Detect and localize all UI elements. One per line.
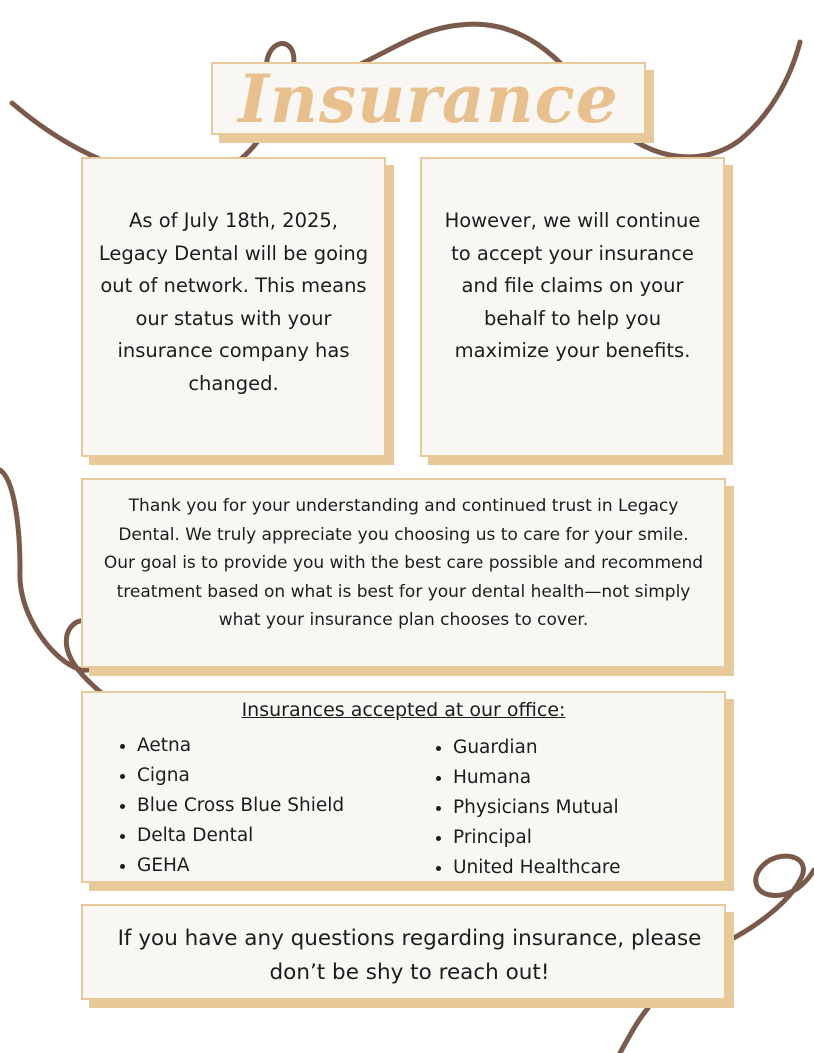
page-title: Insurance [238, 59, 619, 138]
title-banner [211, 59, 646, 138]
bottom-curve [620, 1008, 648, 1053]
list-item: • Humana [453, 763, 621, 793]
list-item: • Aetna [137, 731, 344, 761]
list-item: • Blue Cross Blue Shield [137, 791, 344, 821]
list-item: • Physicians Mutual [453, 793, 621, 823]
accepted-insurances-card [81, 691, 726, 883]
list-item: • Principal [453, 823, 621, 853]
accepted-insurances-heading: Insurances accepted at our office: [241, 699, 566, 721]
list-item: • United Healthcare [453, 853, 621, 883]
list-item: • Cigna [137, 761, 344, 791]
claims-card [420, 157, 725, 457]
list-item: • Delta Dental [137, 821, 344, 851]
insurance-list-column-1 [117, 731, 344, 881]
list-item: • Guardian [453, 733, 621, 763]
questions-card [81, 904, 726, 1000]
thank-you-card [81, 478, 726, 668]
list-item: • GEHA [137, 851, 344, 881]
network-status-card [81, 157, 386, 457]
insurance-list-column-2 [433, 733, 621, 883]
network-status-text: As of July 18th, 2025, Legacy Dental will be going out of network. This means our status with your insurance company has changed. [98, 209, 369, 395]
claims-text: However, we will continue to accept your insurance and file claims on your behalf to help you maximize your benefits. [444, 209, 701, 362]
thank-you-text: Thank you for your understanding and continued trust in Legacy Dental. We truly appreciate you choosing us to care for your smile. Our goal is to provide you with the best care possible and recommend treatment based on what is best for your dental health—not simply what your insurance plan chooses to cover. [103, 496, 704, 630]
right-curve [726, 856, 814, 942]
questions-text: If you have any questions regarding insurance, please don’t be shy to reach out! [117, 926, 702, 985]
